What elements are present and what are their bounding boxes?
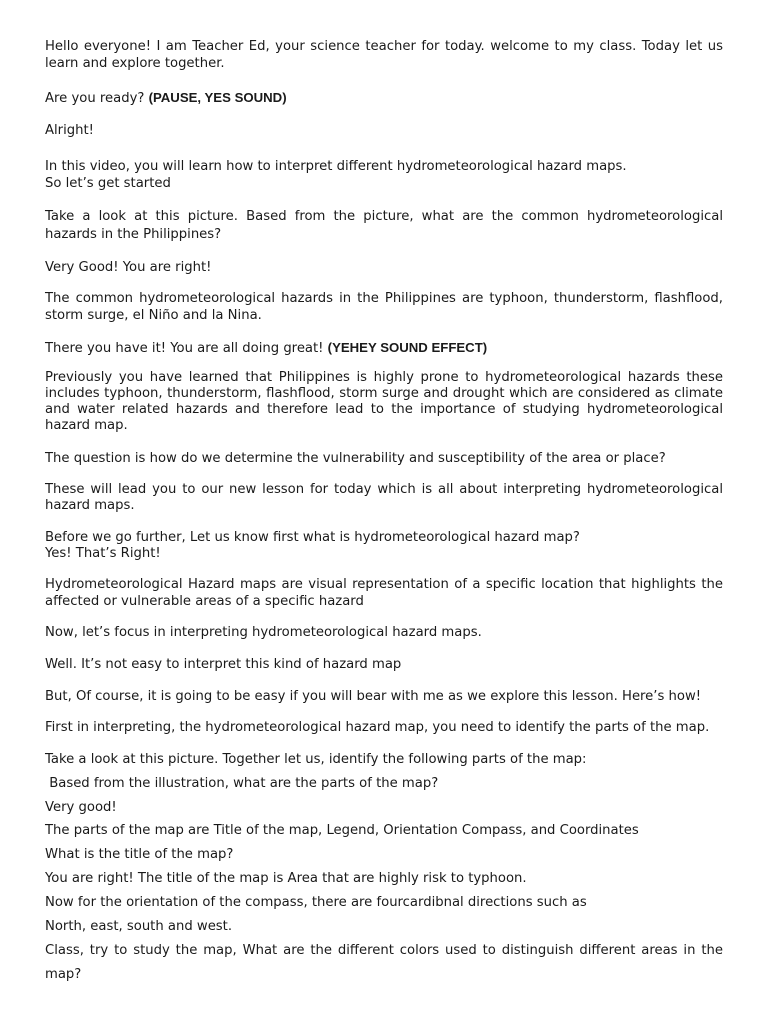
paragraph-parts-list: The parts of the map are Title of the map, Legend, Orientation Compass, and Coordinates — [45, 823, 639, 838]
paragraph-first-in-interpreting: First in interpreting, the hydrometeorological hazard map, you need to identify the parts of the map. — [45, 720, 710, 735]
paragraph-colors-question-line2: map? — [45, 967, 82, 982]
paragraph-compass-directions: Now for the orientation of the compass, there are fourcardibnal directions such as — [45, 895, 587, 910]
paragraph-greeting-line2: learn and explore together. — [45, 56, 225, 71]
paragraph-very-good: Very Good! You are right! — [45, 260, 212, 275]
pause-yes-sound-cue: (PAUSE, YES SOUND) — [148, 90, 287, 105]
paragraph-directions-list: North, east, south and west. — [45, 919, 233, 934]
paragraph-alright: Alright! — [45, 123, 94, 138]
paragraph-title-answer: You are right! The title of the map is Area that are highly risk to typhoon. — [45, 871, 527, 886]
paragraph-title-question: What is the title of the map? — [45, 847, 234, 862]
paragraph-common-hazards-line2: storm surge, el Niño and la Nina. — [45, 308, 262, 323]
are-you-ready-text: Are you ready? — [45, 91, 149, 106]
paragraph-parts-of-map-intro: Take a look at this picture. Together let us, identify the following parts of the map: — [45, 752, 587, 767]
paragraph-not-easy: Well. It’s not easy to interpret this kind of hazard map — [45, 657, 402, 672]
paragraph-question-vulnerability: The question is how do we determine the vulnerability and susceptibility of the area or place? — [45, 451, 666, 466]
paragraph-previously-line1: Previously you have learned that Philippines is highly prone to hydrometeorological hazards these — [45, 370, 723, 385]
paragraph-previously-line2: includes typhoon, thunderstorm, flashflood, storm surge and drought which are considered as climate — [45, 386, 723, 401]
paragraph-greeting-line1: Hello everyone! I am Teacher Ed, your science teacher for today. welcome to my class. Today let us — [45, 39, 723, 54]
paragraph-new-lesson-line1: These will lead you to our new lesson for today which is all about interpreting hydrometeorological — [45, 482, 723, 497]
paragraph-in-this-video-line1: In this video, you will learn how to interpret different hydrometeorological hazard maps. — [45, 159, 627, 174]
paragraph-previously-line3: and water related hazards and therefore lead to the importance of studying hydrometeorological — [45, 402, 723, 417]
paragraph-previously-line4: hazard map. — [45, 418, 128, 433]
paragraph-hazard-maps-definition-line1: Hydrometeorological Hazard maps are visual representation of a specific location that highlights the — [45, 577, 723, 592]
paragraph-focus-interpreting: Now, let’s focus in interpreting hydrometeorological hazard maps. — [45, 625, 482, 640]
paragraph-hazard-maps-definition-line2: affected or vulnerable areas of a specific hazard — [45, 594, 364, 609]
paragraph-before-we-go-line1: Before we go further, Let us know first what is hydrometeorological hazard map? — [45, 530, 580, 545]
paragraph-in-this-video-line2: So let’s get started — [45, 176, 171, 191]
paragraph-common-hazards-line1: The common hydrometeorological hazards in the Philippines are typhoon, thunderstorm, flashflood, — [45, 291, 723, 306]
paragraph-new-lesson-line2: hazard maps. — [45, 498, 135, 513]
paragraph-there-you-have-it — [45, 340, 723, 358]
paragraph-are-you-ready — [45, 90, 723, 108]
paragraph-bear-with-me: But, Of course, it is going to be easy if you will bear with me as we explore this lesson. Here’s how! — [45, 689, 702, 704]
paragraph-before-we-go-line2: Yes! That’s Right! — [45, 546, 161, 561]
paragraph-colors-question-line1: Class, try to study the map, What are the different colors used to distinguish different areas in the — [45, 943, 723, 958]
paragraph-based-from-illustration: Based from the illustration, what are the parts of the map? — [45, 776, 439, 791]
paragraph-very-good-2: Very good! — [45, 800, 117, 815]
paragraph-take-a-look-line1: Take a look at this picture. Based from the picture, what are the common hydrometeorological — [45, 209, 723, 224]
there-you-have-it-text: There you have it! You are all doing great! — [45, 341, 328, 356]
yehey-sound-effect-cue: (YEHEY SOUND EFFECT) — [327, 340, 488, 355]
paragraph-take-a-look-line2: hazards in the Philippines? — [45, 227, 222, 242]
